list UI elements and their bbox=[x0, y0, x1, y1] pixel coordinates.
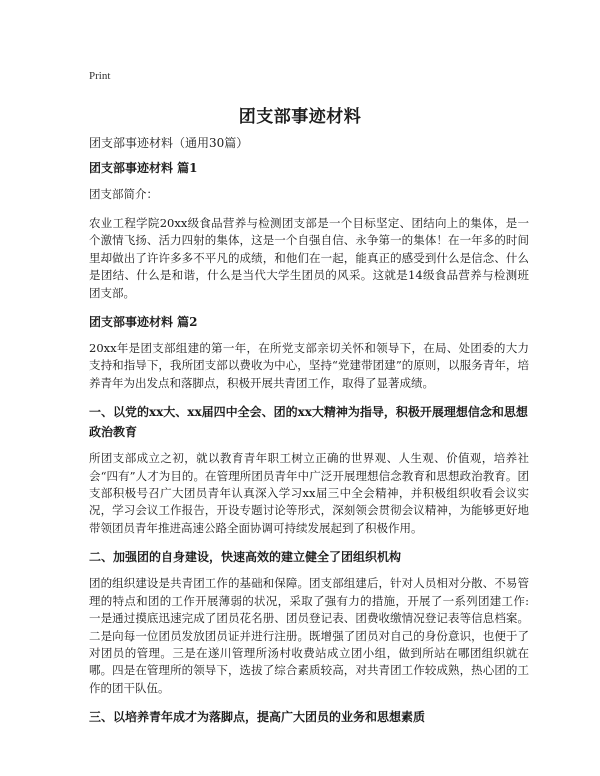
section-heading: 团支部事迹材料 篇1 bbox=[89, 161, 198, 175]
print-link[interactable]: Print bbox=[89, 70, 111, 82]
section-heading: 团支部事迹材料 篇2 bbox=[89, 315, 198, 330]
section-paragraph: 所团支部成立之初，就以教育青年职工树立正确的世界观、人生观、价值观，培养社会“四有”人才为目的。在管理所团员青年中广泛开展理想信念教育和思想政治教育。团支部积极号召广大团员青年认真深入学习xx届三中全会精神，并积极组织收看会议实况，学习会议工作报告，开设专题讨论等形式，深刻领会贯彻会议精神，为能够更好地带领团员青年推进高速公路全面协调可持续发展起到了积极作用。 bbox=[89, 451, 529, 535]
section-heading: 二、加强团的自身建设，快速高效的建立健全了团组织机构 bbox=[89, 550, 402, 565]
section-heading: 一、以党的xx大、xx届四中全会、团的xx大精神为指导，积极开展理想信念和思想政治教育 bbox=[89, 405, 528, 440]
page-subtitle: 团支部事迹材料（通用30篇） bbox=[89, 136, 249, 150]
article-body bbox=[89, 158, 529, 735]
section-paragraph: 农业工程学院20xx级食品营养与检测团支部是一个目标坚定、团结向上的集体，是一个激情飞扬、活力四射的集体，这是一个自强自信、永争第一的集体！在一年多的时间里却做出了许许多多不平凡的成绩，和他们在一起，能真正的感受到什么是信念、什么是团结、什么是和谐，什么是当代大学生团员的风采。这就是14级食品营养与检测班团支部。 bbox=[89, 216, 529, 300]
page-title: 团支部事迹材料 bbox=[238, 107, 362, 127]
section-paragraph: 团的组织建设是共青团工作的基础和保障。团支部组建后，针对人员相对分散、不易管理的特点和团的工作开展薄弱的状况，采取了强有力的措施，开展了一系列团建工作:一是通过摸底迅速完成了团员花名册、团员登记表、团费收缴情况登记表等信息档案。二是向每一位团员发放团员证并进行注册。既增强了团员对自己的身份意识，也便于了对团员的管理。三是在遂川管理所汤村收费站成立团小组，做到所站在哪团组织就在哪。四是在管理所的领导下，选拔了综合素质较高，对共青团工作较成熟，热心团的工作的团干队伍。 bbox=[89, 576, 529, 695]
section-paragraph: 20xx年是团支部组建的第一年，在所党支部亲切关怀和领导下，在局、处团委的大力支持和指导下，我所团支部以费收为中心，坚持“党建带团建”的原则，以服务青年，培养青年为出发点和落脚点，积极开展共青团工作，取得了显著成绩。 bbox=[89, 341, 529, 390]
intro-label: 团支部简介： bbox=[89, 187, 158, 201]
section-heading: 三、以培养青年成才为落脚点，提高广大团员的业务和思想素质 bbox=[89, 710, 426, 725]
